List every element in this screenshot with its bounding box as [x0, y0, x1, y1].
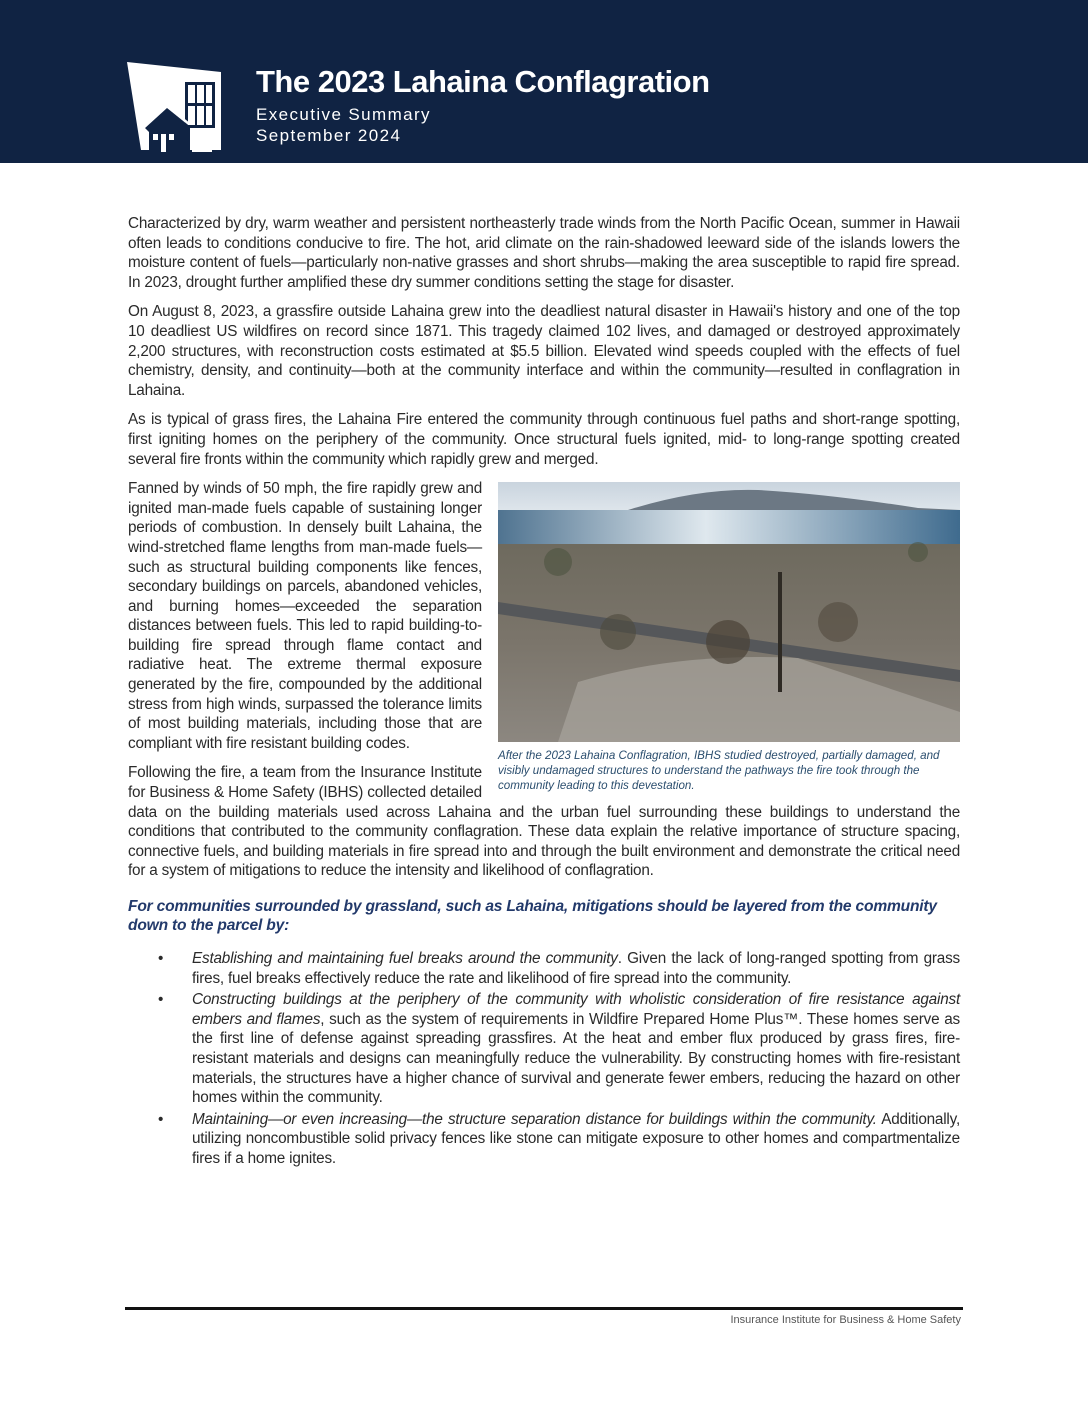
paragraph-august-fire: On August 8, 2023, a grassfire outside Lahaina grew into the deadliest natural disaster in Hawaii's history and one of the top 10 deadliest US wildfires on record since 1871. This tragedy claimed 102 lives, and damaged or destroyed approximately 2,200 structures, with reconstruction costs estimated at $5.5 billion. Elevated wind speeds coupled with the effects of fuel chemistry, density, and continuity—both at the community interface and within the community—resulted in conflagration in Lahaina.: [128, 303, 960, 399]
footer-organization: Insurance Institute for Business & Home Safety: [730, 1314, 961, 1326]
lahaina-aerial-photo: [498, 482, 960, 742]
bullet-lead: Establishing and maintaining fuel breaks around the community: [192, 950, 618, 967]
paragraph-wind-fuels: Fanned by winds of 50 mph, the fire rapidly grew and ignited man-made fuels capable of sustaining longer periods of combustion. In densely built Lahaina, the wind-stretched flame lengths from man-made fuels—such as structural building components like fences, secondary buildings on parcels, abandoned vehicles, and burning homes—exceeded the separation distances between fuels. This led to rapid building-to-building fire spread through flame contact and radiative heat. The extreme thermal exposure generated by the fire, compounded by the additional stress from high winds, surpassed the tolerance limits of most building materials, including those that are compliant with fire resistant building codes.: [128, 480, 482, 752]
subtitle-executive-summary: Executive Summary: [256, 105, 431, 124]
list-item: [128, 990, 960, 1108]
bullet-lead: Maintaining—or even increasing—the structure separation distance for buildings within the community.: [192, 1110, 877, 1128]
paragraph-climate: Characterized by dry, warm weather and persistent northeasterly trade winds from the North Pacific Ocean, summer in Hawaii often leads to conditions conducive to fire. The hot, arid climate on the rain-shadowed leeward side of the islands lowers the moisture content of fuels—particularly non-native grasses and short shrubs—making the area susceptible to rapid fire spread. In 2023, drought further amplified these dry summer conditions setting the stage for disaster.: [128, 215, 960, 291]
bullet-icon: •: [158, 1110, 164, 1128]
document-title: The 2023 Lahaina Conflagration: [256, 64, 710, 99]
bullet-text: . Given the lack of long-ranged spotting from grass fires, fuel breaks effectively reduce the rate and likelihood of fire spread into the community.: [192, 950, 960, 987]
page-header: [0, 0, 1088, 163]
mitigation-list: [128, 949, 960, 1169]
bullet-icon: •: [158, 991, 164, 1009]
figure: [498, 482, 960, 793]
figure-wrap-section: [128, 479, 960, 881]
building-house-logo-icon: [127, 62, 223, 152]
bullet-lead: Constructing buildings at the periphery of the community with wholistic consideration of fire resistance against embers and flames: [192, 991, 960, 1028]
paragraph-grass-fire-entry: As is typical of grass fires, the Lahaina Fire entered the community through continuous fuel paths and short-range spotting, first igniting homes on the periphery of the community. Once structural fuels ignited, mid- to long-range spotting created several fire fronts within the community which rapidly grew and merged.: [128, 411, 960, 468]
bullet-text: Additionally, utilizing noncombustible solid privacy fences like stone can mitigate exposure to other homes and compartmentalize fires if a home ignites.: [192, 1110, 960, 1167]
figure-caption: After the 2023 Lahaina Conflagration, IBHS studied destroyed, partially damaged, and visibly undamaged structures to understand the pathways the fire took through the community leading to this devestation.: [498, 749, 940, 793]
document-body: [128, 214, 960, 1171]
footer-divider: [125, 1307, 963, 1310]
list-item: [128, 949, 960, 988]
bullet-icon: •: [158, 950, 164, 967]
list-item: [128, 1110, 960, 1169]
bullet-text: , such as the system of requirements in Wildfire Prepared Home Plus™. These homes serve as the first line of defense against spreading grassfires. At the heat and ember flux produced by grass fires, fire-resistant materials and designs can meaningfully reduce the vulnerability. By constructing homes with fire-resistant materials, the structures have a higher chance of survival and generate fewer embers, reducing the hazard on other homes within the community.: [192, 1010, 961, 1107]
subtitle-date: September 2024: [256, 126, 402, 145]
document-subtitle: [256, 104, 431, 146]
paragraph-ibhs-study: Following the fire, a team from the Insurance Institute for Business & Home Safety (IBHS) collected detailed data on the building materials used across Lahaina and the urban fuel surrounding these buildings to understand the conditions that contributed to the community conflagration. These data explain the relative importance of structure spacing, connective fuels, and building materials in fire spread into and through the built environment and demonstrate the critical need for a system of mitigations to reduce the intensity and likelihood of conflagration.: [128, 764, 960, 880]
mitigation-callout-heading: For communities surrounded by grassland, such as Lahaina, mitigations should be layered from the community down to the parcel by:: [128, 898, 937, 934]
